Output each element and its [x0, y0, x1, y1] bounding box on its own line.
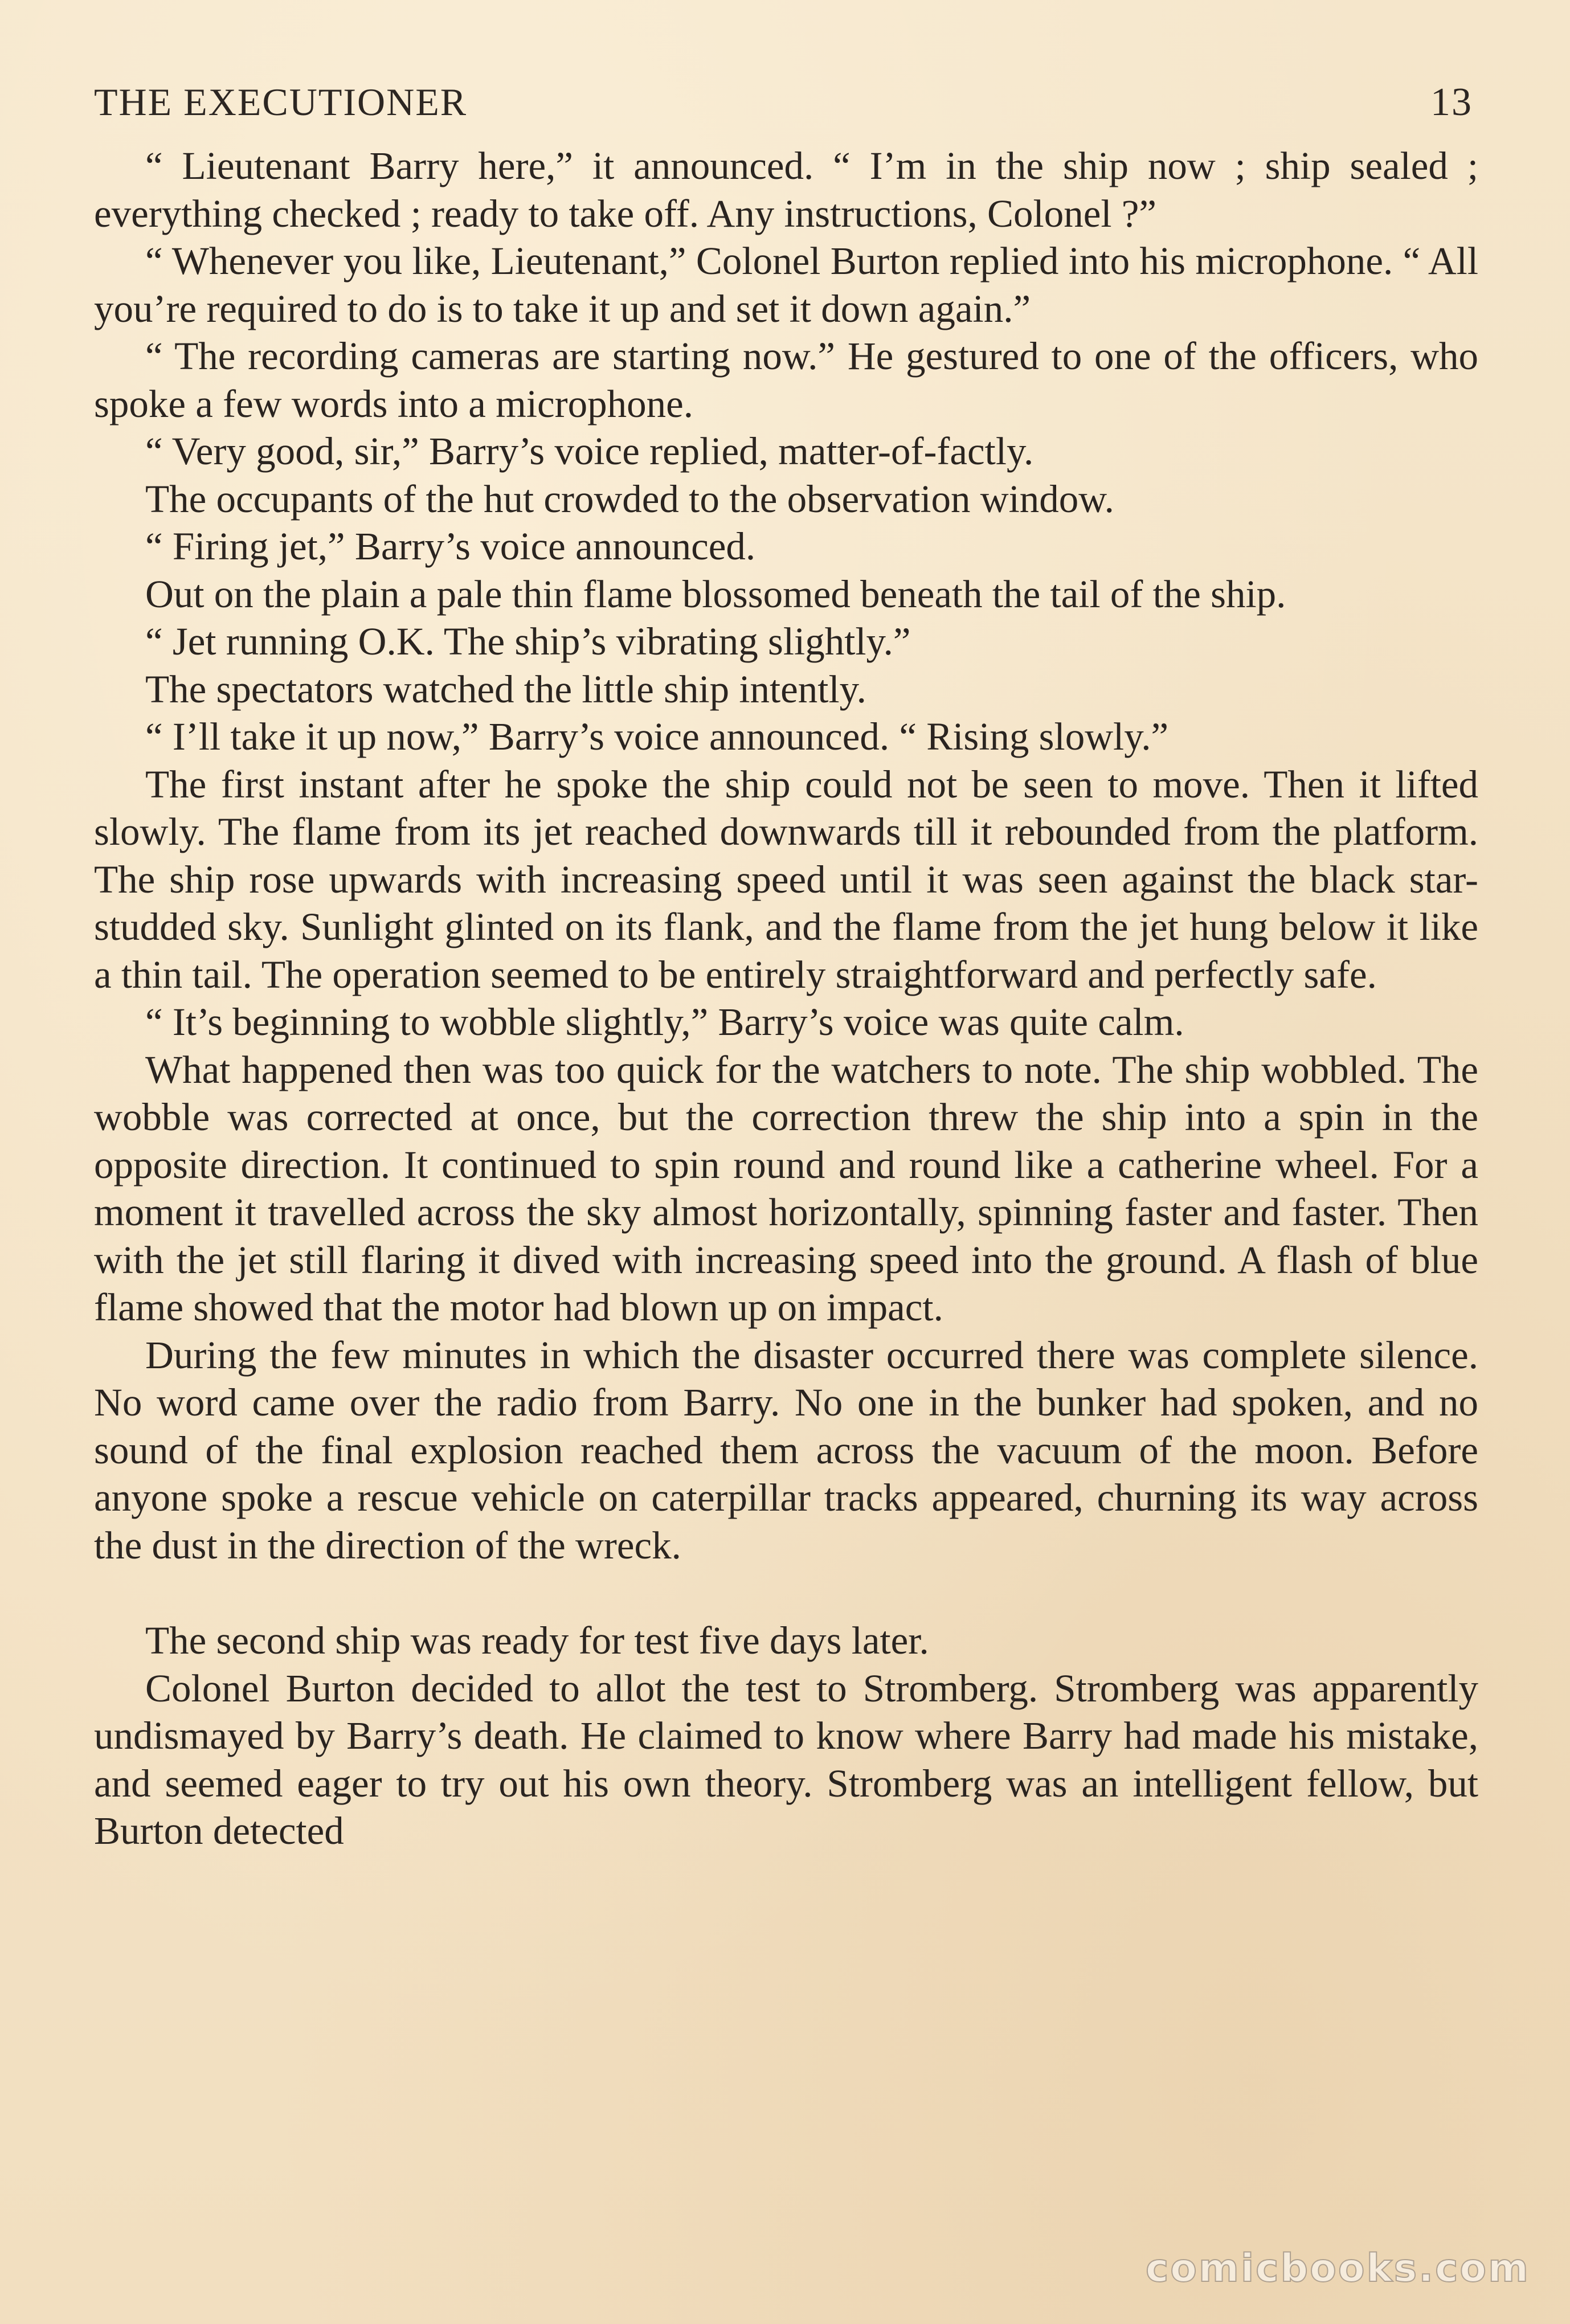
- paragraph: “ Jet running O.K. The ship’s vibrating slightly.”: [145, 620, 911, 663]
- paragraph: “ I’ll take it up now,” Barry’s voice announced. “ Rising slowly.”: [145, 715, 1169, 758]
- paragraph: “ Whenever you like, Lieutenant,” Colonel Burton replied into his microphone. “ All you’re required to do is to take it up and set it down again.”: [94, 239, 1478, 330]
- body-text: [94, 142, 1478, 1855]
- paragraph: “ Very good, sir,” Barry’s voice replied, matter-of-factly.: [145, 429, 1034, 473]
- paragraph: “ Firing jet,” Barry’s voice announced.: [145, 525, 756, 568]
- paragraph: What happened then was too quick for the watchers to note. The ship wobbled. The wobble was corrected at once, but the correction threw the ship into a spin in the opposite direction. It continued to spin round and round like a catherine wheel. For a moment it travelled across the sky almost horizontally, spinning faster and faster. Then with the jet still flaring it dived with increasing speed into the ground. A flash of blue flame showed that the motor had blown up on impact.: [94, 1048, 1478, 1329]
- watermark: comicbooks.com: [1145, 2246, 1530, 2291]
- section-break: [94, 1569, 1478, 1617]
- paragraph: “ Lieutenant Barry here,” it announced. “ I’m in the ship now ; ship sealed ; everything checked ; ready to take off. Any instructions, Colonel ?”: [94, 144, 1478, 235]
- paragraph: The spectators watched the little ship intently.: [145, 667, 866, 711]
- paragraph: During the few minutes in which the disaster occurred there was complete silence. No word came over the radio from Barry. No one in the bunker had spoken, and no sound of the final explosion reached them across the vacuum of the moon. Before anyone spoke a rescue vehicle on caterpillar tracks appeared, churning its way across the dust in the direction of the wreck.: [94, 1333, 1478, 1567]
- page-number: 13: [1430, 80, 1473, 124]
- paragraph: The first instant after he spoke the ship could not be seen to move. Then it lifted slowly. The flame from its jet reached downwards till it rebounded from the platform. The ship rose upwards with increasing speed until it was seen against the black star-studded sky. Sunlight glinted on its flank, and the flame from the jet hung below it like a thin tail. The operation seemed to be entirely straightforward and perfectly safe.: [94, 762, 1478, 996]
- book-page: [94, 80, 1478, 1855]
- paragraph: The second ship was ready for test five days later.: [145, 1619, 929, 1662]
- running-head-title: THE EXECUTIONER: [94, 80, 468, 124]
- running-header: [94, 80, 1478, 142]
- paragraph: “ The recording cameras are starting now.” He gestured to one of the officers, who spoke a few words into a microphone.: [94, 334, 1478, 425]
- paragraph: “ It’s beginning to wobble slightly,” Barry’s voice was quite calm.: [145, 1000, 1184, 1044]
- paragraph: Out on the plain a pale thin flame blossomed beneath the tail of the ship.: [145, 572, 1286, 616]
- paragraph: The occupants of the hut crowded to the observation window.: [145, 477, 1114, 521]
- paragraph: Colonel Burton decided to allot the test to Stromberg. Stromberg was apparently undismayed by Barry’s death. He claimed to know where Barry had made his mistake, and seemed eager to try out his own theory. Stromberg was an intelligent fellow, but Burton detected: [94, 1666, 1478, 1852]
